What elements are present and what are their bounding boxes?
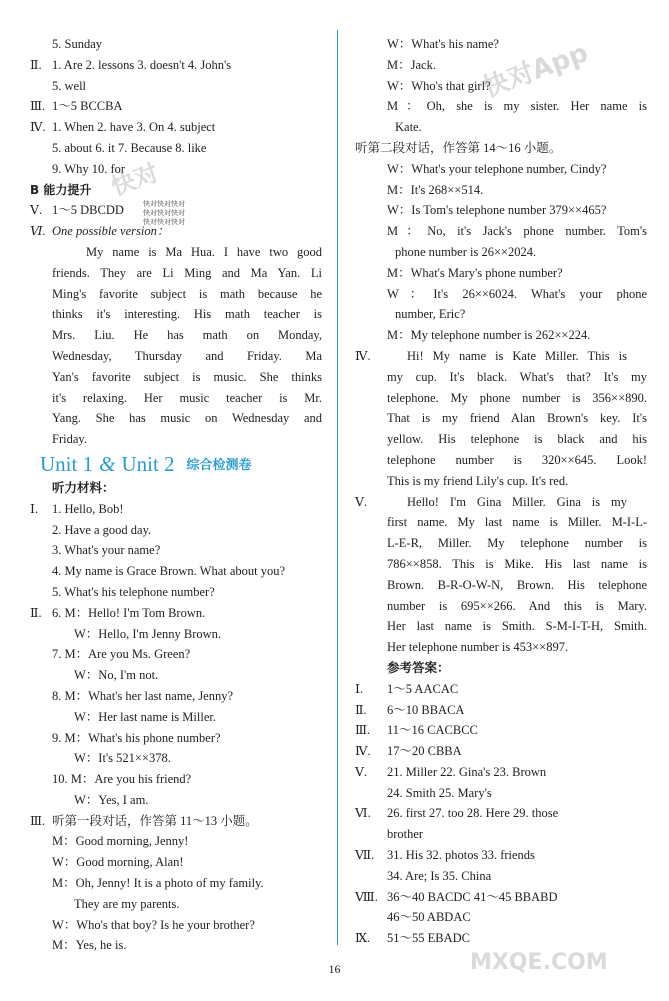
text-line	[30, 180, 322, 201]
line-text: L-E-R, Miller. My telephone number is	[387, 536, 647, 551]
text-line	[30, 96, 322, 117]
text-line	[30, 873, 322, 894]
text-line	[355, 928, 647, 949]
section-number: Ⅰ.	[355, 681, 364, 696]
right-column	[355, 34, 647, 949]
unit-title	[40, 450, 322, 478]
text-line	[30, 34, 322, 55]
line-text: number is 695××266. And this is Mary.	[387, 598, 647, 613]
text-line	[355, 159, 647, 180]
text-line	[355, 533, 647, 554]
line-text: 5. about 6. it 7. Because 8. like	[52, 140, 207, 155]
text-line	[30, 284, 322, 305]
section-number: Ⅴ.	[355, 764, 368, 779]
text-line	[355, 76, 647, 97]
text-line	[355, 637, 647, 658]
text-line	[30, 325, 322, 346]
section-number: Ⅷ.	[355, 889, 378, 904]
text-line	[355, 616, 647, 637]
text-line	[355, 263, 647, 284]
line-text: 8. M：What's her last name, Jenny?	[52, 688, 234, 703]
text-line	[30, 561, 322, 582]
section-number: Ⅱ.	[30, 57, 42, 72]
text-line	[355, 96, 647, 117]
text-line	[355, 762, 647, 783]
stamp-line: 快对快对快对	[143, 209, 185, 217]
line-text: 51～55 EBADC	[387, 931, 470, 946]
line-text: first name. My last name is Miller. M-I-L-	[387, 515, 647, 530]
stamp-line: 快对快对快对	[143, 218, 185, 226]
line-text: W：No, I'm not.	[74, 668, 159, 683]
line-text: 1～5 AACAC	[387, 681, 459, 696]
line-text: 5. Sunday	[52, 37, 102, 51]
line-text: Brown. B-R-O-W-N, Brown. His telephone	[387, 577, 647, 592]
line-text: Wednesday, Thursday and Friday. Ma	[52, 348, 322, 363]
line-text: 6～10 BBACA	[387, 702, 465, 717]
column-divider	[337, 30, 338, 945]
text-line	[355, 388, 647, 409]
section-number: Ⅰ.	[30, 501, 39, 516]
text-line	[355, 138, 647, 159]
text-line	[30, 263, 322, 284]
text-line	[355, 242, 647, 263]
text-line	[30, 540, 322, 561]
line-text: 1～5 DBCDD	[52, 203, 124, 218]
line-text: M：Jack.	[387, 57, 436, 72]
text-line	[355, 658, 647, 679]
text-line	[355, 720, 647, 741]
text-line	[30, 686, 322, 707]
text-line	[30, 117, 322, 138]
left-column	[30, 34, 322, 956]
line-text: 参考答案：	[387, 660, 450, 675]
line-text: Hello! I'm Gina Miller. Gina is my	[407, 494, 627, 509]
text-line	[30, 520, 322, 541]
text-line	[355, 180, 647, 201]
text-line	[30, 76, 322, 97]
text-line	[30, 304, 322, 325]
text-line	[355, 367, 647, 388]
unit-title-b: Unit 2	[121, 451, 175, 476]
line-text: 2. Have a good day.	[52, 522, 152, 537]
text-line	[355, 200, 647, 221]
text-line	[355, 512, 647, 533]
text-line	[355, 596, 647, 617]
text-line	[30, 935, 322, 956]
section-number: Ⅱ.	[30, 605, 42, 620]
small-watermark-stamp	[143, 200, 185, 227]
text-line	[30, 894, 322, 915]
line-text: my cup. It's black. What's that? It's my	[387, 369, 647, 384]
line-text: phone number is 26××2024.	[395, 244, 537, 259]
text-line	[30, 159, 322, 180]
text-line	[30, 138, 322, 159]
text-line	[355, 325, 647, 346]
line-text: M：It's 268××514.	[387, 182, 484, 197]
line-text: M：No, it's Jack's phone number. Tom's	[387, 224, 647, 239]
line-text: 1. Hello, Bob!	[52, 501, 124, 516]
line-text: 听第一段对话，作答第 11～13 小题。	[52, 813, 258, 828]
line-text: telephone number is 320××645. Look!	[387, 452, 647, 467]
text-line	[30, 408, 322, 429]
line-text: 24. Smith 25. Mary's	[387, 785, 492, 800]
line-text: W：Hello, I'm Jenny Brown.	[74, 626, 222, 641]
section-number: Ⅱ.	[355, 702, 367, 717]
text-line	[30, 915, 322, 936]
line-text: 1. When 2. have 3. On 4. subject	[52, 120, 216, 135]
line-text: This is my friend Lily's cup. It's red.	[387, 473, 569, 488]
text-line	[355, 907, 647, 928]
section-number: Ⅲ.	[30, 99, 46, 114]
line-text: thinks it's interesting. His math teacher is	[52, 307, 322, 322]
text-line	[355, 429, 647, 450]
text-line	[30, 55, 322, 76]
line-text: M：Yes, he is.	[52, 938, 127, 953]
line-text: telephone. My phone number is 356××890.	[387, 390, 647, 405]
line-text: it's relaxing. Her music teacher is Mr.	[52, 390, 322, 405]
section-number: Ⅳ.	[355, 348, 371, 363]
text-line	[355, 866, 647, 887]
text-line	[355, 346, 647, 367]
text-line	[355, 221, 647, 242]
line-text: Yang. She has music on Wednesday and	[52, 411, 322, 426]
stamp-line: 快对快对快对	[143, 200, 185, 208]
page-number: 16	[328, 962, 341, 976]
line-text: That is my friend Alan Brown's key. It's	[387, 411, 647, 426]
line-text: 26. first 27. too 28. Here 29. those	[387, 806, 559, 821]
line-text: Kate.	[395, 120, 422, 135]
line-text: 786××858. This is Mike. His last name is	[387, 556, 647, 571]
line-text: 3. What's your name?	[52, 543, 161, 558]
line-text: W：Is Tom's telephone number 379××465?	[387, 203, 607, 218]
section-number: Ⅲ.	[30, 813, 46, 828]
text-line	[355, 554, 647, 575]
line-text: W：What's his name?	[387, 37, 499, 51]
text-line	[30, 478, 322, 499]
text-line	[30, 499, 322, 520]
text-line	[355, 450, 647, 471]
line-text: M：Good morning, Jenny!	[52, 834, 189, 849]
line-text: 46～50 ABDAC	[387, 910, 471, 925]
text-line	[30, 603, 322, 624]
line-text: W：Who's that boy? Is he your brother?	[52, 917, 255, 932]
line-text: 5. well	[52, 78, 87, 93]
line-text: 31. His 32. photos 33. friends	[387, 848, 535, 863]
line-text: 10. M：Are you his friend?	[52, 772, 192, 787]
line-text: 听力材料：	[52, 480, 115, 495]
line-text: M：Oh, Jenny! It is a photo of my family.	[52, 876, 264, 891]
text-line	[30, 728, 322, 749]
line-text: M：My telephone number is 262××224.	[387, 328, 591, 343]
text-line	[30, 429, 322, 450]
text-line	[30, 769, 322, 790]
line-text: 1～5 BCCBA	[52, 99, 123, 114]
text-line	[30, 811, 322, 832]
line-text: 34. Are; Is 35. China	[387, 868, 492, 883]
line-text: Her last name is Smith. S-M-I-T-H, Smith.	[387, 619, 647, 634]
text-line	[355, 845, 647, 866]
line-text: Friday.	[52, 432, 87, 447]
text-line	[30, 852, 322, 873]
unit-title-amp: &	[99, 451, 116, 476]
text-line	[355, 741, 647, 762]
section-number: Ⅴ.	[355, 494, 368, 509]
line-text: W：What's your telephone number, Cindy?	[387, 161, 607, 176]
section-number: Ⅳ.	[30, 120, 46, 135]
line-text: M：What's Mary's phone number?	[387, 265, 563, 280]
text-line	[355, 284, 647, 305]
text-line	[355, 887, 647, 908]
section-number: Ⅵ.	[355, 806, 371, 821]
text-line	[30, 367, 322, 388]
section-number: Ⅵ.	[30, 224, 46, 239]
text-line	[355, 679, 647, 700]
line-text: yellow. His telephone is black and his	[387, 432, 647, 447]
watermark-bottom-right: MXQE.COM	[470, 950, 608, 975]
line-text: 21. Miller 22. Gina's 23. Brown	[387, 764, 547, 779]
line-text: Yan's favorite subject is music. She thinks	[52, 369, 322, 384]
line-text: Ming's favorite subject is math because he	[52, 286, 322, 301]
line-text: W：It's 26××6024. What's your phone	[387, 286, 647, 301]
section-number: Ⅴ.	[30, 203, 43, 218]
text-line	[30, 242, 322, 263]
line-text: 17～20 CBBA	[387, 744, 462, 759]
line-text: 4. My name is Grace Brown. What about you?	[52, 564, 286, 579]
text-line	[30, 707, 322, 728]
text-line	[355, 304, 647, 325]
text-line	[355, 783, 647, 804]
line-text: They are my parents.	[74, 896, 180, 911]
line-text: 听第二段对话，作答第 14～16 小题。	[355, 140, 562, 155]
line-text: B 能力提升	[30, 182, 92, 197]
line-text: One possible version：	[52, 224, 170, 239]
line-text: 36～40 BACDC 41～45 BBABD	[387, 889, 558, 904]
text-line	[30, 346, 322, 367]
line-text: Hi! My name is Kate Miller. This is	[407, 348, 627, 363]
line-text: 5. What's his telephone number?	[52, 584, 215, 599]
section-number: Ⅲ.	[355, 723, 371, 738]
text-line	[355, 471, 647, 492]
unit-title-a: Unit 1	[40, 451, 94, 476]
line-text: W：Who's that girl?	[387, 78, 491, 93]
text-line	[355, 700, 647, 721]
section-number: Ⅳ.	[355, 744, 371, 759]
text-line	[30, 624, 322, 645]
text-line	[30, 831, 322, 852]
watermark-top-right: 快对App	[479, 38, 593, 104]
line-text: 9. M：What's his phone number?	[52, 730, 221, 745]
text-line	[30, 790, 322, 811]
text-line	[355, 408, 647, 429]
text-line	[355, 34, 647, 55]
line-text: W：Her last name is Miller.	[74, 709, 216, 724]
line-text: W：It's 521××378.	[74, 751, 171, 766]
unit-title-cn: 综合检测卷	[186, 457, 252, 473]
text-line	[355, 575, 647, 596]
text-line	[355, 55, 647, 76]
text-line	[30, 748, 322, 769]
line-text: 7. M：Are you Ms. Green?	[52, 647, 191, 662]
text-line	[30, 644, 322, 665]
line-text: 6. M：Hello! I'm Tom Brown.	[52, 605, 206, 620]
line-text: brother	[387, 827, 424, 842]
text-line	[355, 117, 647, 138]
line-text: M：Oh, she is my sister. Her name is	[387, 99, 647, 114]
section-number: Ⅸ.	[355, 931, 371, 946]
section-number: Ⅶ.	[355, 848, 375, 863]
watermark-left: 快对	[107, 158, 163, 202]
text-line	[30, 388, 322, 409]
line-text: Mrs. Liu. He has math on Monday,	[52, 328, 322, 343]
text-line	[355, 492, 647, 513]
text-line	[355, 824, 647, 845]
text-line	[30, 665, 322, 686]
line-text: My name is Ma Hua. I have two good	[86, 244, 322, 259]
line-text: 1. Are 2. lessons 3. doesn't 4. John's	[52, 57, 232, 72]
text-line	[30, 582, 322, 603]
line-text: number, Eric?	[395, 307, 466, 322]
line-text: friends. They are Li Ming and Ma Yan. Li	[52, 265, 322, 280]
text-line	[355, 803, 647, 824]
line-text: 11～16 CACBCC	[387, 723, 478, 738]
line-text: W：Good morning, Alan!	[52, 855, 184, 870]
line-text: W：Yes, I am.	[74, 792, 149, 807]
line-text: Her telephone number is 453××897.	[387, 640, 569, 655]
line-text: 9. Why 10. for	[52, 161, 126, 176]
